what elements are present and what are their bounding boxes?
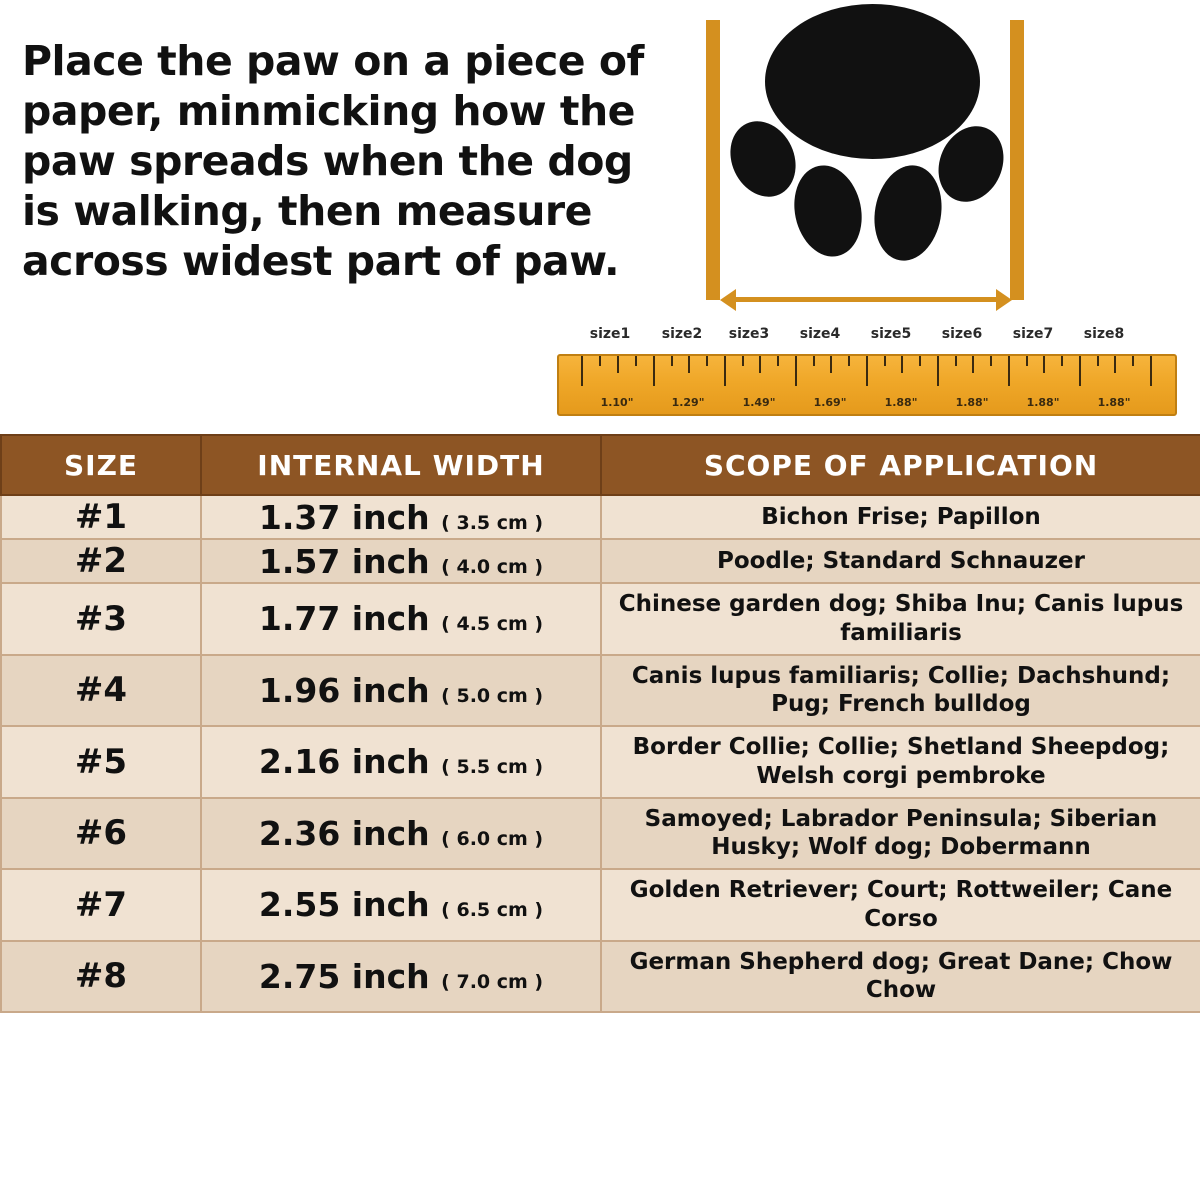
table-row — [1, 869, 1200, 941]
width-measure-arrow — [720, 288, 1012, 310]
table-row — [1, 539, 1200, 583]
cell-width-cm: ( 6.0 cm ) — [441, 827, 544, 850]
cell-width — [201, 539, 601, 583]
cell-width-cm: ( 7.0 cm ) — [441, 970, 544, 993]
table-row — [1, 798, 1200, 870]
cell-scope: Border Collie; Collie; Shetland Sheepdog; Welsh corgi pembroke — [601, 726, 1200, 798]
cell-width — [201, 869, 601, 941]
cell-size: #1 — [1, 495, 201, 539]
ruler-inch-label-2: 1.29" — [671, 396, 705, 409]
instructions-text: Place the paw on a piece of paper, minmicking how the paw spreads when the dog is walking, then measure across widest part of paw. — [22, 37, 644, 286]
size-table-section — [0, 434, 1200, 1200]
table-row — [1, 941, 1200, 1013]
cell-width-inch: 1.37 inch — [258, 497, 430, 537]
ruler-size-label-6: size6 — [941, 326, 983, 342]
ruler-size-label-4: size4 — [799, 326, 841, 342]
cell-width-cm: ( 4.0 cm ) — [441, 555, 544, 578]
cell-width — [201, 495, 601, 539]
paw-main-pad-icon — [765, 4, 980, 159]
cell-width-inch: 2.55 inch — [258, 885, 430, 925]
table-row — [1, 655, 1200, 727]
cell-scope: Canis lupus familiaris; Collie; Dachshund; Pug; French bulldog — [601, 655, 1200, 727]
guide-bar-right — [1010, 20, 1024, 300]
paw-toe-pad-2-icon — [786, 159, 870, 263]
guide-bar-left — [706, 20, 720, 300]
cell-width-cm: ( 4.5 cm ) — [441, 613, 544, 636]
paw-toe-pad-3-icon — [867, 160, 949, 266]
top-illustration-section — [0, 0, 1200, 432]
cell-width-inch: 1.77 inch — [258, 599, 430, 639]
cell-width — [201, 726, 601, 798]
cell-width-inch: 1.57 inch — [258, 541, 430, 581]
table-header-row — [1, 435, 1200, 495]
cell-width-cm: ( 5.0 cm ) — [441, 684, 544, 707]
cell-width-inch: 2.75 inch — [258, 956, 430, 996]
ruler-inch-label-1: 1.10" — [600, 396, 634, 409]
ruler-inch-label-5: 1.88" — [884, 396, 918, 409]
table-row — [1, 583, 1200, 655]
ruler-body — [557, 354, 1177, 416]
arrow-right-icon — [996, 289, 1012, 311]
cell-size: #7 — [1, 869, 201, 941]
cell-scope: Chinese garden dog; Shiba Inu; Canis lupus familiaris — [601, 583, 1200, 655]
cell-width — [201, 798, 601, 870]
table-row — [1, 726, 1200, 798]
ruler-size-label-7: size7 — [1012, 326, 1054, 342]
size-table — [0, 434, 1200, 1013]
ruler-inch-label-8: 1.88" — [1097, 396, 1131, 409]
cell-size: #4 — [1, 655, 201, 727]
cell-size: #2 — [1, 539, 201, 583]
ruler-size-label-8: size8 — [1083, 326, 1125, 342]
cell-scope: Golden Retriever; Court; Rottweiler; Cane Corso — [601, 869, 1200, 941]
column-header-scope: SCOPE OF APPLICATION — [601, 435, 1200, 495]
cell-width-inch: 1.96 inch — [258, 670, 430, 710]
ruler-size-label-5: size5 — [870, 326, 912, 342]
cell-width — [201, 583, 601, 655]
column-header-width: INTERNAL WIDTH — [201, 435, 601, 495]
cell-width-cm: ( 3.5 cm ) — [441, 511, 544, 534]
ruler-inch-label-3: 1.49" — [742, 396, 776, 409]
cell-size: #5 — [1, 726, 201, 798]
cell-scope: Poodle; Standard Schnauzer — [601, 539, 1200, 583]
ruler-size-label-3: size3 — [728, 326, 770, 342]
ruler-size-label-1: size1 — [589, 326, 631, 342]
cell-width-inch: 2.36 inch — [258, 813, 430, 853]
ruler-inch-label-7: 1.88" — [1026, 396, 1060, 409]
arrow-line — [728, 297, 1004, 302]
ruler-inch-label-6: 1.88" — [955, 396, 989, 409]
cell-width-cm: ( 5.5 cm ) — [441, 756, 544, 779]
cell-width-cm: ( 6.5 cm ) — [441, 899, 544, 922]
ruler-size-labels — [557, 326, 1177, 348]
cell-size: #8 — [1, 941, 201, 1013]
cell-width — [201, 655, 601, 727]
ruler-inch-label-4: 1.69" — [813, 396, 847, 409]
cell-width — [201, 941, 601, 1013]
cell-scope: German Shepherd dog; Great Dane; Chow Chow — [601, 941, 1200, 1013]
cell-size: #6 — [1, 798, 201, 870]
ruler-diagram — [557, 326, 1177, 426]
paw-illustration — [690, 0, 1060, 320]
cell-width-inch: 2.16 inch — [258, 742, 430, 782]
cell-scope: Samoyed; Labrador Peninsula; Siberian Husky; Wolf dog; Dobermann — [601, 798, 1200, 870]
ruler-size-label-2: size2 — [661, 326, 703, 342]
column-header-size: SIZE — [1, 435, 201, 495]
table-row — [1, 495, 1200, 539]
cell-scope: Bichon Frise; Papillon — [601, 495, 1200, 539]
cell-size: #3 — [1, 583, 201, 655]
